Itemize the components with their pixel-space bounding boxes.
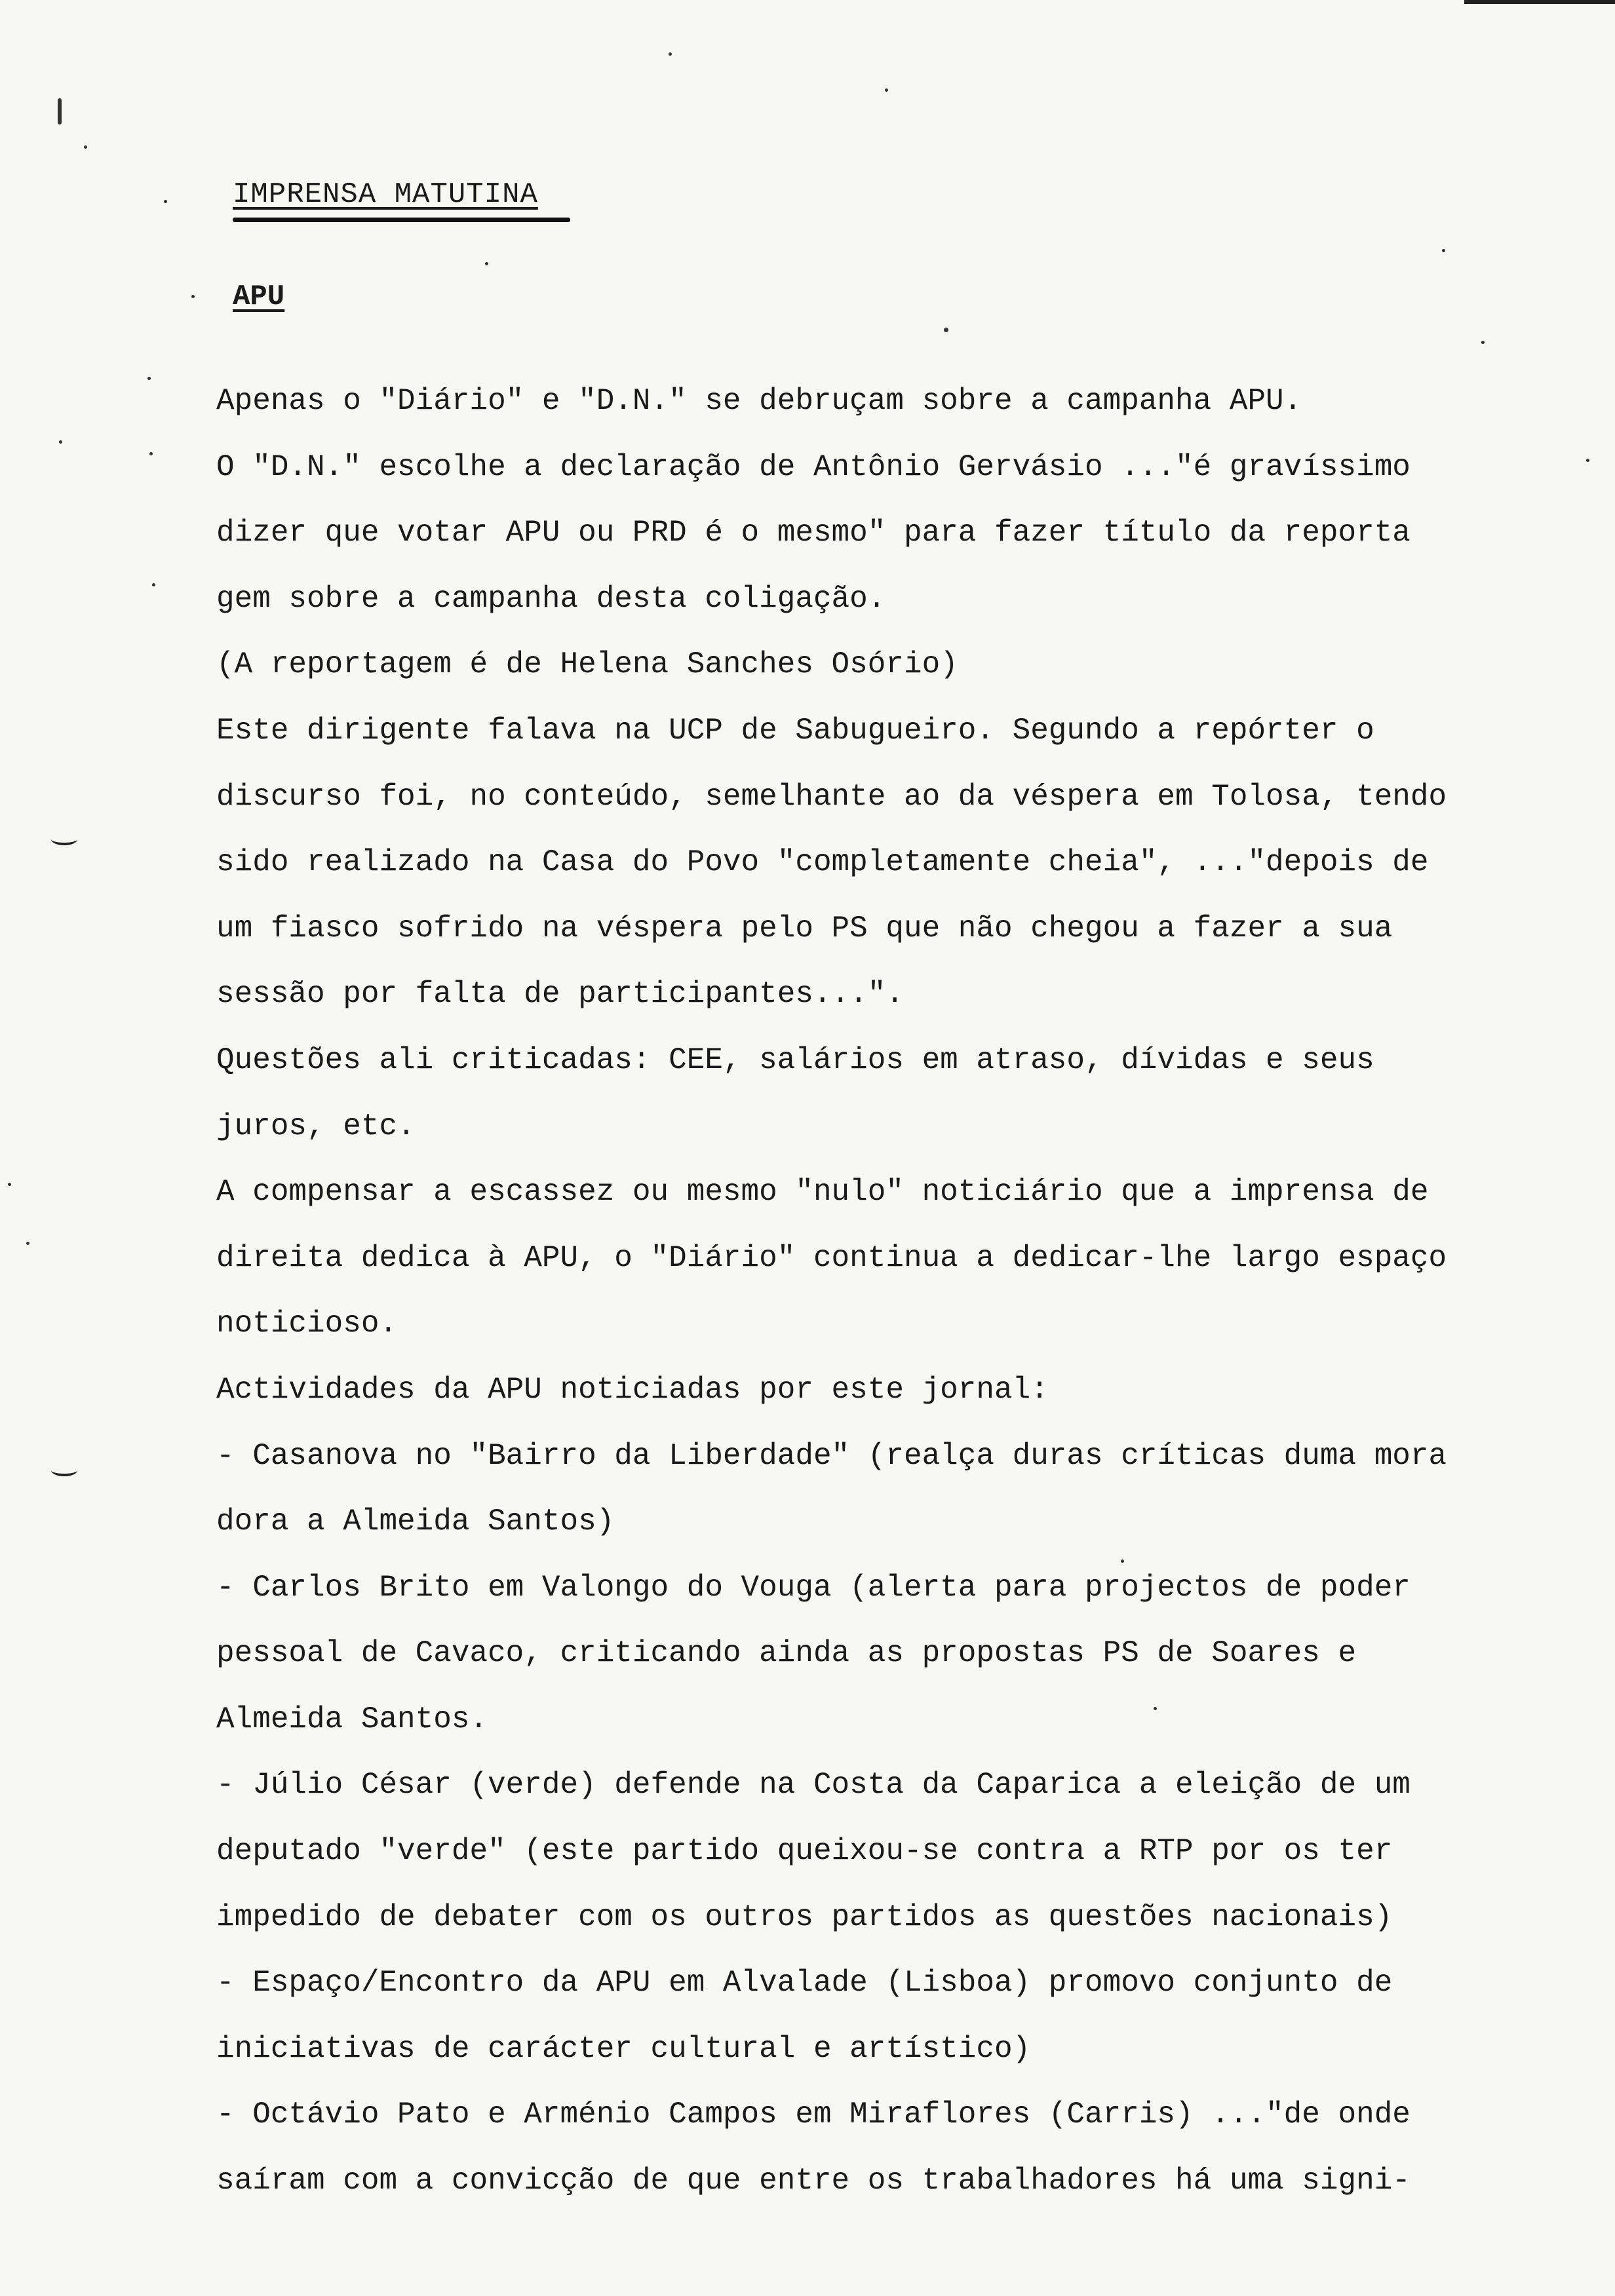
text-line: gem sobre a campanha desta coligação. [216,581,886,616]
margin-mark [51,1464,77,1476]
document-heading: IMPRENSA MATUTINA [233,178,538,211]
text-line: - Carlos Brito em Valongo do Vouga (alerta para projectos de poder [216,1570,1411,1605]
text-line: sido realizado na Casa do Povo "completamente cheia", ..."depois de [216,845,1429,880]
scan-speck [1121,1559,1124,1563]
scan-speck [58,98,62,124]
text-line: iniciativas de carácter cultural e artístico) [216,2031,1031,2066]
scan-speck [164,200,167,203]
scan-speck [669,52,672,56]
text-line: impedido de debater com os outros partidos as questões nacionais) [216,1900,1393,1934]
text-line: O "D.N." escolhe a declaração de Antônio Gervásio ..."é gravíssimo [216,450,1411,484]
text-line: saíram com a convicção de que entre os trabalhadores há uma signi- [216,2164,1411,2198]
scan-speck [147,377,151,380]
scan-speck [1481,341,1485,344]
text-line: dizer que votar APU ou PRD é o mesmo" para fazer título da reporta [216,516,1411,550]
text-line: direita dedica à APU, o "Diário" continua a dedicar-lhe largo espaço [216,1240,1447,1275]
text-line: dora a Almeida Santos) [216,1504,615,1539]
heading-underline-rule [233,218,570,222]
scan-speck [1442,249,1445,252]
text-line: noticioso. [216,1307,398,1341]
text-line: Questões ali criticadas: CEE, salários em atraso, dívidas e seus [216,1043,1374,1077]
scan-speck [59,440,62,444]
scan-speck [84,145,87,149]
text-line: sessão por falta de participantes...". [216,977,904,1012]
top-edge-rule [1464,0,1615,4]
document-body [216,368,1593,2214]
text-line: (A reportagem é de Helena Sanches Osório) [216,647,958,682]
scan-speck [152,583,155,586]
margin-mark [51,833,77,845]
text-line: um fiasco sofrido na véspera pelo PS que não chegou a fazer a sua [216,911,1393,946]
scan-speck [191,295,195,298]
scan-speck [26,1242,29,1245]
text-line: - Casanova no "Bairro da Liberdade" (realça duras críticas duma mora [216,1438,1447,1473]
text-line: A compensar a escassez ou mesmo "nulo" noticiário que a imprensa de [216,1175,1429,1210]
text-line: deputado "verde" (este partido queixou-se contra a RTP por os ter [216,1834,1393,1869]
text-line: pessoal de Cavaco, criticando ainda as propostas PS de Soares e [216,1636,1357,1671]
scan-speck [885,88,888,92]
text-line: - Espaço/Encontro da APU em Alvalade (Lisboa) promovo conjunto de [216,1966,1393,2000]
text-line: discurso foi, no conteúdo, semelhante ao da véspera em Tolosa, tendo [216,779,1447,814]
scan-speck [1586,459,1589,462]
scan-speck [8,1183,11,1186]
section-heading: APU [233,280,285,313]
text-line: Almeida Santos. [216,1702,488,1736]
text-line: Actividades da APU noticiadas por este jornal: [216,1372,1049,1407]
scan-speck [944,328,948,332]
scan-speck [149,452,153,455]
scan-speck [485,262,488,265]
text-line: juros, etc. [216,1109,416,1143]
text-line: - Octávio Pato e Arménio Campos em Miraflores (Carris) ..."de onde [216,2097,1411,2132]
text-line: Este dirigente falava na UCP de Sabugueiro. Segundo a repórter o [216,713,1374,748]
scan-speck [1154,1707,1157,1710]
text-line: - Júlio César (verde) defende na Costa da Caparica a eleição de um [216,1768,1411,1803]
text-line: Apenas o "Diário" e "D.N." se debruçam sobre a campanha APU. [216,384,1302,418]
